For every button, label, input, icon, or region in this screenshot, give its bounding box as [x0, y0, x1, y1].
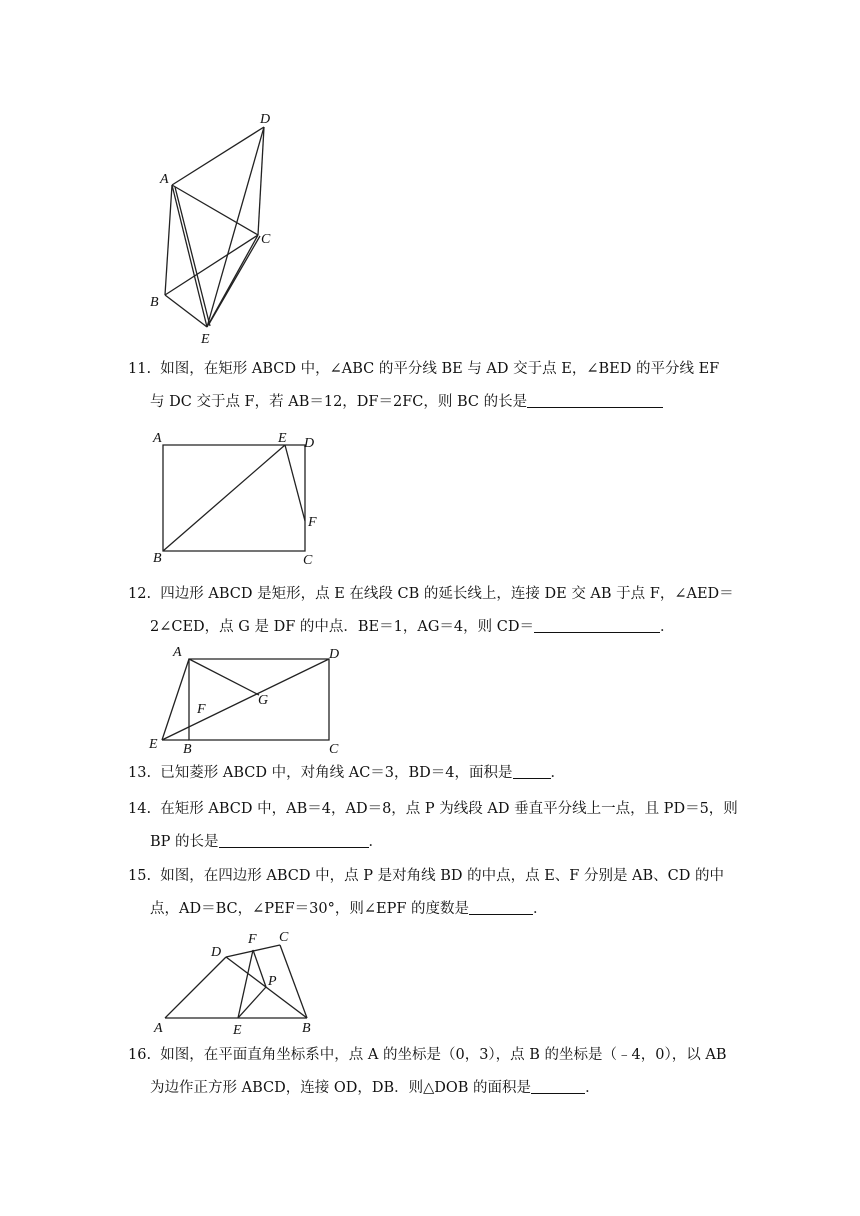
segment-be: [163, 445, 285, 551]
segment-bc: [165, 235, 258, 295]
answer-blank[interactable]: [513, 763, 551, 779]
figure-q12-svg: [145, 643, 355, 758]
label-a: A: [153, 431, 162, 446]
segment-ea: [162, 659, 189, 740]
question-text: 如图，在矩形 ABCD 中，∠ABC 的平分线 BE 与 AD 交于点 E，∠BED 的平分线 EF 与 DC 交于点 F，若 AB＝12，DF＝2FC，则 BC 的长是: [150, 361, 720, 410]
question-text: 已知菱形 ABCD 中，对角线 AC＝3，BD＝4，面积是: [160, 765, 513, 781]
question-number: 13.: [128, 765, 152, 781]
question-11: [128, 353, 738, 419]
label-b: B: [153, 551, 162, 566]
label-f: F: [197, 702, 206, 717]
label-e: E: [201, 332, 210, 347]
question-14: [128, 793, 738, 859]
question-text: 如图，在四边形 ABCD 中，点 P 是对角线 BD 的中点，点 E、F 分别是 AB、CD 的中点，AD＝BC，∠PEF＝30°，则∠EPF 的度数是: [150, 868, 725, 917]
answer-blank[interactable]: [527, 392, 663, 408]
figure-q15-svg: [150, 925, 340, 1037]
label-a: A: [154, 1021, 163, 1036]
segment-ef: [285, 445, 305, 521]
label-a: A: [173, 645, 182, 660]
question-text: 如图，在平面直角坐标系中，点 A 的坐标是（0，3），点 B 的坐标是（﹣4，0），以 AB 为边作正方形 ABCD，连接 OD，DB．则△DOB 的面积是: [150, 1047, 727, 1096]
figure-q12: [145, 643, 355, 758]
segment-db: [226, 957, 307, 1018]
label-g: G: [258, 693, 269, 708]
label-c: C: [261, 232, 271, 247]
label-d: D: [329, 647, 340, 662]
figure-q11-svg: [148, 428, 328, 568]
question-number: 11.: [128, 361, 152, 377]
question-text-end: ．: [585, 1080, 600, 1096]
label-c: C: [303, 553, 313, 568]
label-b: B: [302, 1021, 311, 1036]
question-number: 15.: [128, 868, 152, 884]
label-b: B: [183, 742, 192, 757]
answer-blank[interactable]: [531, 1078, 585, 1094]
question-text-end: ．: [368, 834, 384, 850]
answer-blank[interactable]: [219, 832, 369, 848]
label-b: B: [150, 295, 159, 310]
segment-ag: [189, 659, 259, 695]
question-text-end: ．: [550, 765, 566, 781]
question-16: [128, 1039, 738, 1105]
label-e: E: [278, 431, 287, 446]
question-number: 16.: [128, 1047, 152, 1063]
answer-blank[interactable]: [469, 899, 533, 915]
label-a: A: [160, 172, 169, 187]
label-p: P: [268, 974, 277, 989]
segment-ad: [165, 957, 226, 1018]
label-e: E: [233, 1023, 242, 1038]
figure-q11: [148, 428, 328, 568]
question-text: 在矩形 ABCD 中，AB＝4，AD＝8，点 P 为线段 AD 垂直平分线上一点，且 PD＝5，则 BP 的长是: [150, 801, 738, 850]
question-text: 四边形 ABCD 是矩形，点 E 在线段 CB 的延长线上，连接 DE 交 AB 于点 F，∠AED＝2∠CED，点 G 是 DF 的中点．BE＝1，AG＝4，则 CD＝: [150, 586, 734, 635]
segment-ae: [172, 185, 207, 327]
segment-ef: [238, 950, 253, 1018]
segment-ec-double: [209, 236, 260, 324]
label-d: D: [211, 945, 222, 960]
question-12: [128, 578, 738, 644]
label-d: D: [304, 436, 315, 451]
segment-ed: [162, 659, 329, 740]
label-d: D: [260, 112, 271, 127]
label-f: F: [248, 932, 257, 947]
label-f: F: [308, 515, 317, 530]
question-text-end: ．: [659, 619, 675, 635]
question-15: [128, 860, 738, 926]
answer-blank[interactable]: [534, 617, 660, 633]
figure-q10-svg: [140, 105, 300, 350]
segment-ep: [238, 987, 266, 1018]
segment-ae-double: [175, 187, 210, 326]
question-text-end: ．: [533, 901, 548, 917]
segment-ab: [165, 185, 172, 295]
question-number: 14.: [128, 801, 152, 817]
label-c: C: [279, 930, 289, 945]
figure-q10: [140, 105, 300, 350]
rectangle-abcd: [163, 445, 305, 551]
label-c: C: [329, 742, 339, 757]
figure-q15: [150, 925, 340, 1037]
question-number: 12.: [128, 586, 152, 602]
label-e: E: [149, 737, 158, 752]
question-13: [128, 757, 738, 790]
